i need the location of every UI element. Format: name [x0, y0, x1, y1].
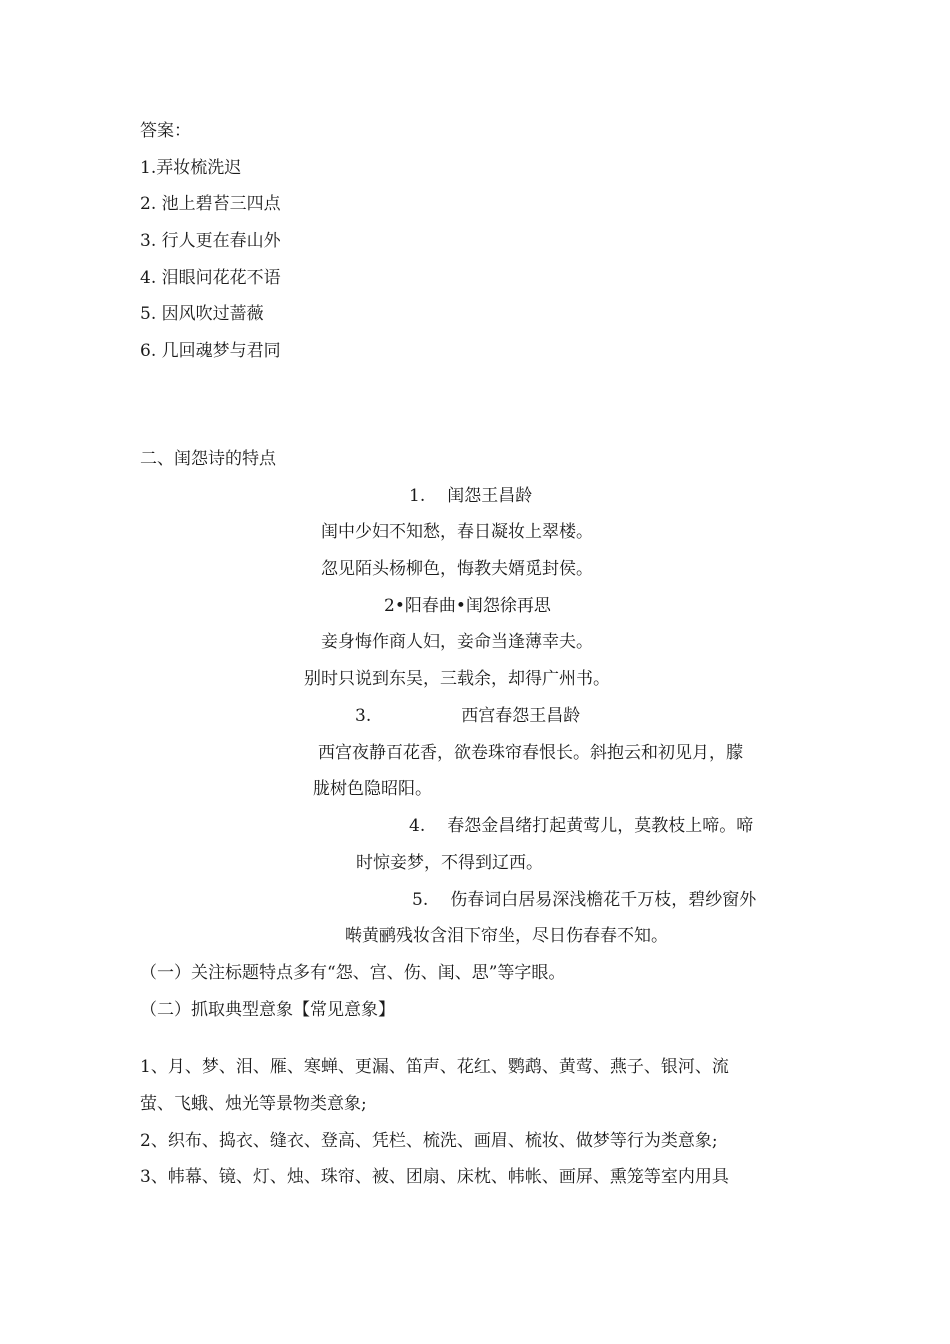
imagery-item-2: 2、织布、捣衣、缝衣、登高、凭栏、梳洗、画眉、梳妆、做梦等行为类意象;: [140, 1131, 718, 1151]
poem-1-title: 闺怨王昌龄: [447, 486, 533, 506]
poem-2-line-1: 妾身悔作商人妇，妾命当逢薄幸夫。: [321, 632, 593, 652]
imagery-item-1-line-2: 萤、飞蛾、烛光等景物类意象;: [140, 1094, 367, 1114]
poem-5-number: 5.: [412, 890, 429, 910]
imagery-item-3: 3、帏幕、镜、灯、烛、珠帘、被、团扇、床枕、帏帐、画屏、熏笼等室内用具: [140, 1167, 729, 1187]
answers-heading: 答案：: [140, 121, 191, 141]
point-two: （二）抓取典型意象【常见意象】: [140, 1000, 395, 1020]
section-heading: 二、闺怨诗的特点: [140, 449, 276, 469]
poem-2-title: 2•阳春曲•闺怨徐再思: [384, 596, 551, 616]
answer-item-5: 5. 因风吹过蔷薇: [140, 304, 264, 324]
poem-3-line-2: 胧树色隐昭阳。: [313, 779, 432, 799]
poem-5-line-1-wrap: [412, 888, 756, 912]
answer-item-3: 3. 行人更在春山外: [140, 231, 281, 251]
imagery-item-1-line-1: 1、月、梦、泪、雁、寒蝉、更漏、笛声、花红、鹦鹉、黄莺、燕子、银河、流: [140, 1057, 729, 1077]
poem-1-title-line: [409, 484, 532, 508]
poem-2-line-2: 别时只说到东吴，三载余，却得广州书。: [304, 669, 610, 689]
poem-3-line-1: 西宫夜静百花香，欲卷珠帘春恨长。斜抱云和初见月，朦: [318, 743, 743, 763]
answer-item-6: 6. 几回魂梦与君同: [140, 341, 281, 361]
poem-4-line-2: 时惊妾梦，不得到辽西。: [356, 853, 543, 873]
poem-1-line-1: 闺中少妇不知愁，春日凝妆上翠楼。: [321, 522, 593, 542]
poem-1-number: 1.: [409, 486, 426, 506]
poem-4-number: 4.: [409, 816, 426, 836]
poem-3-title: 西宫春怨王昌龄: [461, 706, 581, 726]
point-one: （一）关注标题特点多有“怨、宫、伤、闺、思”等字眼。: [140, 963, 566, 983]
answer-item-2: 2. 池上碧苔三四点: [140, 194, 281, 214]
poem-1-line-2: 忽见陌头杨柳色，悔教夫婿觅封侯。: [321, 559, 593, 579]
poem-5-line-1: 伤春词白居易深浅檐花千万枝，碧纱窗外: [450, 890, 757, 910]
poem-3-number: 3.: [355, 706, 372, 726]
answer-item-4: 4. 泪眼问花花不语: [140, 268, 281, 288]
answer-item-1: 1.弄妆梳洗迟: [140, 158, 242, 178]
poem-5-line-2: 啭黄鹂残妆含泪下帘坐，尽日伤春春不知。: [345, 926, 668, 946]
poem-4-line-1-wrap: [409, 814, 753, 838]
poem-3-title-line: [355, 704, 580, 728]
poem-4-line-1: 春怨金昌绪打起黄莺儿，莫教枝上啼。啼: [447, 816, 754, 836]
